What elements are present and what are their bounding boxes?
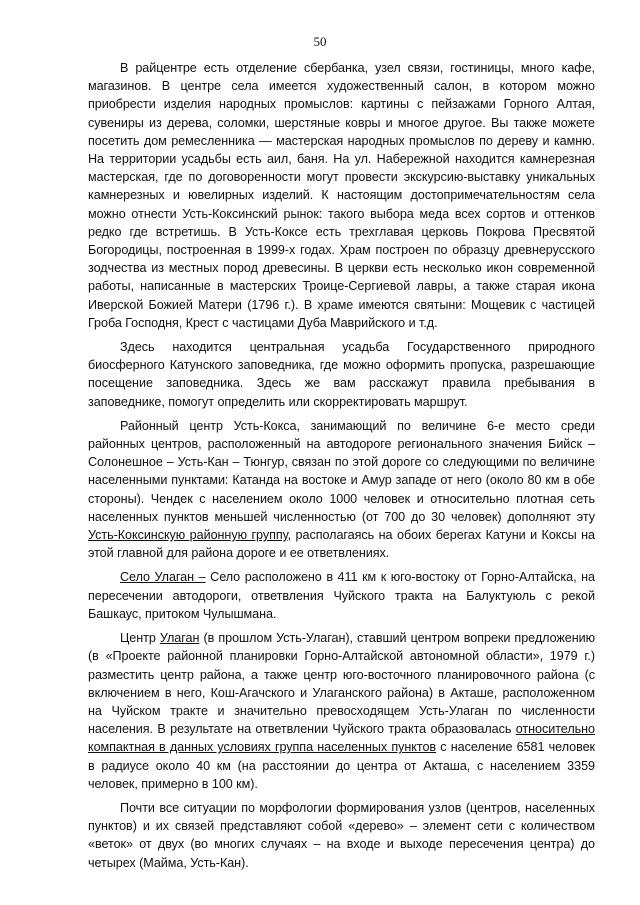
text-run: Центр bbox=[120, 631, 160, 646]
text-run: Здесь находится центральная усадьба Государственного природного биосферного Катунского заповедника, где можно оформить пропуска, разрешающие посещение заповедника. Здесь же вам расскажут правила пребывания в заповеднике, помогут определить или скорректировать маршрут. bbox=[88, 340, 595, 409]
text-run: Село расположено в 411 км к юго-востоку от Горно-Алтайска, на пересечении автодороги, ответвления Чуйского тракта на Балуктуюль с рекой Башкаус, притоком Чулышмана. bbox=[88, 570, 595, 621]
text-run: Почти все ситуации по морфологии формирования узлов (центров, населенных пунктов) и их связей представляют собой «дерево» – элемент сети с количеством «веток» от двух (во многих случаях – на входе и выходе пересечения центра) до четырех (Майма, Усть-Кан). bbox=[88, 800, 595, 870]
underlined-term: Усть-Коксинскую районную группу bbox=[88, 528, 288, 543]
underlined-term: Село Улаган – bbox=[120, 570, 206, 585]
paragraph-ulagan-village bbox=[88, 568, 595, 623]
text-run: (в прошлом Усть-Улаган), ставший центром вопреки предложению (в «Проекте районной планировки Горно-Алтайской автономной области», 1979 г.) разместить центр района, а также центр юго-восточного планировочного района (с включением в него, Кош-Агачского и Улаганского района) в Акташе, расположенном на Чуйском тракте и значительно превосходящем Усть-Улаган по численности населения. В результате на ответвлении Чуйского тракта образовалась bbox=[88, 631, 595, 737]
text-run: с население 6581 человек в радиусе около 40 км (на расстоянии до центра от Акташа, с населением 3359 человек, примерно в 100 км). bbox=[88, 740, 595, 791]
paragraph-katun-reserve bbox=[88, 338, 595, 411]
page-number: 50 bbox=[313, 34, 327, 49]
text-run: В райцентре есть отделение сбербанка, узел связи, гостиницы, много кафе, магазинов. В центре села имеется художественный салон, в котором можно приобрести изделия народных промыслов: картины с пейзажами Горного Алтая, сувениры из дерева, соломки, шерстяные ковры и многое другое. Вы также можете посетить дом ремесленника — мастерская народных промыслов по дереву и камню. На территории усадьбы есть аил, баня. На ул. Набережной находится камнерезная мастерская, где по договоренности могут провести экскурсию-выставку уникальных камнерезных и ювелирных изделий. К настоящим достопримечательностям села можно отнести Усть-Коксинский рынок: такого выбора меда всех сортов и оттенков редко где встретишь. В Усть-Коксе есть трехглавая церковь Покрова Пресвятой Богородицы, построенная в 1999-х годах. Храм построен по образцу древнерусского зодчества из местных пород древесины. В церкви есть несколько икон современной работы, написанные в мастерских Троице-Сергиевой лавры, а также старая икона Иверской Божией Матери (1796 г.). В храме имеются святыни: Мощевик с частицей Гроба Господня, Крест с частицами Дуба Маврийского и т.д. bbox=[88, 61, 595, 330]
underlined-term: Улаган bbox=[159, 631, 200, 646]
paragraph-ust-koksa-group bbox=[88, 417, 595, 563]
text-run: , располагаясь на обоих берегах Катуни и Коксы на этой главной для района дороге и ее ответвлениях. bbox=[88, 528, 595, 561]
page-body bbox=[88, 59, 595, 878]
text-run: Районный центр Усть-Кокса, занимающий по величине 6-е место среди районных центров, расположенный на автодороге регионального значения Бийск – Солонешное – Усть-Кан – Тюнгур, связан по этой дороге со следующими по величине населенными пунктами: Катанда на востоке и Амур западе от него (около 80 км в обе стороны). Чендек с населением около 1000 человек и относительно плотная сеть населенных пунктов меньшей численностью (от 700 до 30 человек) дополняют эту bbox=[88, 418, 595, 524]
underlined-term: относительно компактная в данных условиях группа населенных пунктов bbox=[88, 722, 595, 755]
paragraph-town-services bbox=[88, 59, 595, 332]
paragraph-tree-morphology bbox=[88, 799, 595, 872]
paragraph-ulagan-center bbox=[88, 629, 595, 793]
